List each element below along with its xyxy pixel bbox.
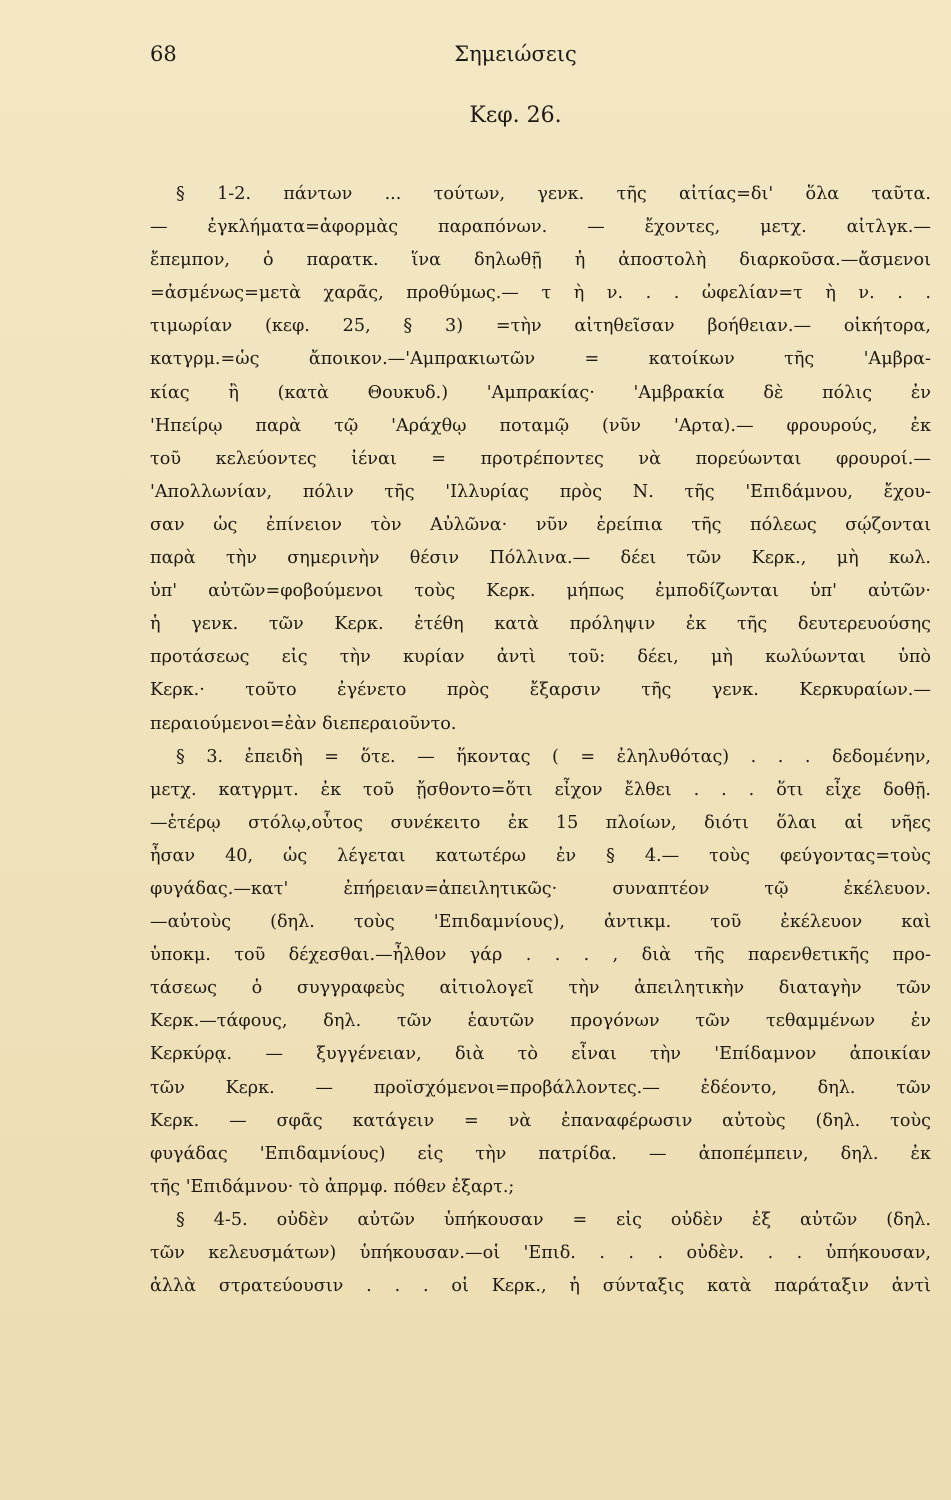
text-line: προτάσεως εἰς τὴν κυρίαν ἀντὶ τοῦ: δέει, μὴ κωλύωνται ὑπὸ	[150, 647, 931, 668]
text-line: κατγρμ.=ὡς ἄποικον.—'Αμπρακιωτῶν = κατοίκων τῆς 'Αμβρα-	[150, 349, 931, 370]
text-line: Κερκ. — σφᾶς κατάγειν = νὰ ἐπαναφέρωσιν αὐτοὺς (δηλ. τοὺς	[150, 1110, 931, 1131]
text-line: ἔπεμπον, ὁ παρατκ. ἵνα δηλωθῇ ἡ ἀποστολὴ διαρκοῦσα.—ἄσμενοι	[150, 250, 931, 271]
text-line: τῶν κελευσμάτων) ὑπήκουσαν.—οἱ 'Επιδ. . . . οὐδὲν. . . ὑπήκουσαν,	[150, 1243, 931, 1263]
text-line: κίας ἢ (κατὰ Θουκυδ.) 'Αμπρακίας· 'Αμβρακία δὲ πόλις ἐν	[150, 382, 931, 403]
text-line: μετχ. κατγρμτ. ἐκ τοῦ ᾔσθοντο=ὅτι εἶχον ἔλθει . . . ὅτι εἶχε δοθῇ.	[150, 779, 931, 800]
text-line: τῶν Κερκ. — προϊσχόμενοι=προβάλλοντες.— ἐδέοντο, δηλ. τῶν	[150, 1077, 931, 1098]
text-line: φυγάδας 'Επιδαμνίους) εἰς τὴν πατρίδα. — ἀποπέμπειν, δηλ. ἐκ	[150, 1143, 931, 1164]
text-line: § 3. ἐπειδὴ = ὅτε. — ἥκοντας ( = ἐληλυθότας) . . . δεδομένην,	[176, 746, 931, 767]
text-line: τῆς 'Επιδάμνου· τὸ ἀπρμφ. πόθεν ἐξαρτ.;	[150, 1176, 515, 1197]
text-line: 'Ηπείρῳ παρὰ τῷ 'Αράχθῳ ποταμῷ (νῦν 'Αρτα).— φρουρούς, ἐκ	[150, 415, 931, 436]
text-line: —αὐτοὺς (δηλ. τοὺς 'Επιδαμνίους), ἀντικμ. τοῦ ἐκέλευον καὶ	[150, 912, 931, 933]
text-line: τιμωρίαν (κεφ. 25, § 3) =τὴν αἰτηθεῖσαν βοήθειαν.— οἰκήτορα,	[150, 316, 931, 337]
text-line: ἡ γενκ. τῶν Κερκ. ἐτέθη κατὰ πρόληψιν ἐκ τῆς δευτερευούσης	[150, 614, 931, 635]
text-line: — ἐγκλήματα=ἀφορμὰς παραπόνων. — ἔχοντες, μετχ. αἰτλγκ.—	[150, 217, 931, 238]
page-number: 68	[150, 42, 177, 66]
text-line: § 4-5. οὐδὲν αὐτῶν ὑπήκουσαν = εἰς οὐδὲν ἐξ αὐτῶν (δηλ.	[176, 1209, 931, 1230]
text-line: ἀλλὰ στρατεύουσιν . . . οἱ Κερκ., ἡ σύνταξις κατὰ παράταξιν ἀντὶ	[150, 1276, 931, 1297]
text-line: ἦσαν 40, ὡς λέγεται κατωτέρω ἐν § 4.— τοὺς φεύγοντας=τοὺς	[150, 845, 931, 866]
page-header	[150, 42, 881, 76]
text-line: παρὰ τὴν σημερινὴν θέσιν Πόλλινα.— δέει τῶν Κερκ., μὴ κωλ.	[150, 548, 931, 569]
text-line: σαν ὡς ἐπίνειον τὸν Αὐλῶνα· νῦν ἐρείπια τῆς πόλεως σῴζονται	[150, 514, 931, 535]
text-line: περαιούμενοι=ἐὰν διεπεραιοῦντο.	[150, 713, 457, 734]
text-line: § 1-2. πάντων ... τούτων, γενκ. τῆς αἰτίας=δι' ὅλα ταῦτα.	[176, 184, 931, 204]
text-line: φυγάδας.—κατ' ἐπήρειαν=ἀπειλητικῶς· συναπτέον τῷ ἐκέλευον.	[150, 878, 931, 899]
text-line: Κερκύρᾳ. — ξυγγένειαν, διὰ τὸ εἶναι τὴν 'Επίδαμνον ἀποικίαν	[150, 1044, 931, 1065]
chapter-title: Κεφ. 26.	[469, 103, 562, 128]
running-title: Σημειώσεις	[454, 42, 577, 66]
text-line: ὑποκμ. τοῦ δέχεσθαι.—ἦλθον γάρ . . . , διὰ τῆς παρενθετικῆς προ-	[150, 945, 931, 966]
text-line: ὑπ' αὐτῶν=φοβούμενοι τοὺς Κερκ. μήπως ἐμποδίζωνται ὑπ' αὐτῶν·	[150, 581, 931, 602]
notes-body	[150, 178, 931, 1303]
text-line: Κερκ.· τοῦτο ἐγένετο πρὸς ἔξαρσιν τῆς γενκ. Κερκυραίων.—	[150, 680, 931, 701]
text-line: 'Απολλωνίαν, πόλιν τῆς 'Ιλλυρίας πρὸς Ν. τῆς 'Επιδάμνου, ἔχου-	[150, 481, 931, 502]
text-line: τοῦ κελεύοντες ἰέναι = προτρέποντες νὰ πορεύωνται φρουροί.—	[150, 448, 931, 469]
text-line: τάσεως ὁ συγγραφεὺς αἰτιολογεῖ τὴν ἀπειλητικὴν διαταγὴν τῶν	[150, 978, 931, 999]
text-line: =ἀσμένως=μετὰ χαρᾶς, προθύμως.— τ ὴ ν. . . ὠφελίαν=τ ὴ ν. . .	[150, 283, 931, 304]
text-line: —ἑτέρῳ στόλῳ,οὗτος συνέκειτο ἐκ 15 πλοίων, διότι ὅλαι αἱ νῆες	[150, 812, 931, 833]
text-line: Κερκ.—τάφους, δηλ. τῶν ἑαυτῶν προγόνων τῶν τεθαμμένων ἐν	[150, 1011, 931, 1032]
